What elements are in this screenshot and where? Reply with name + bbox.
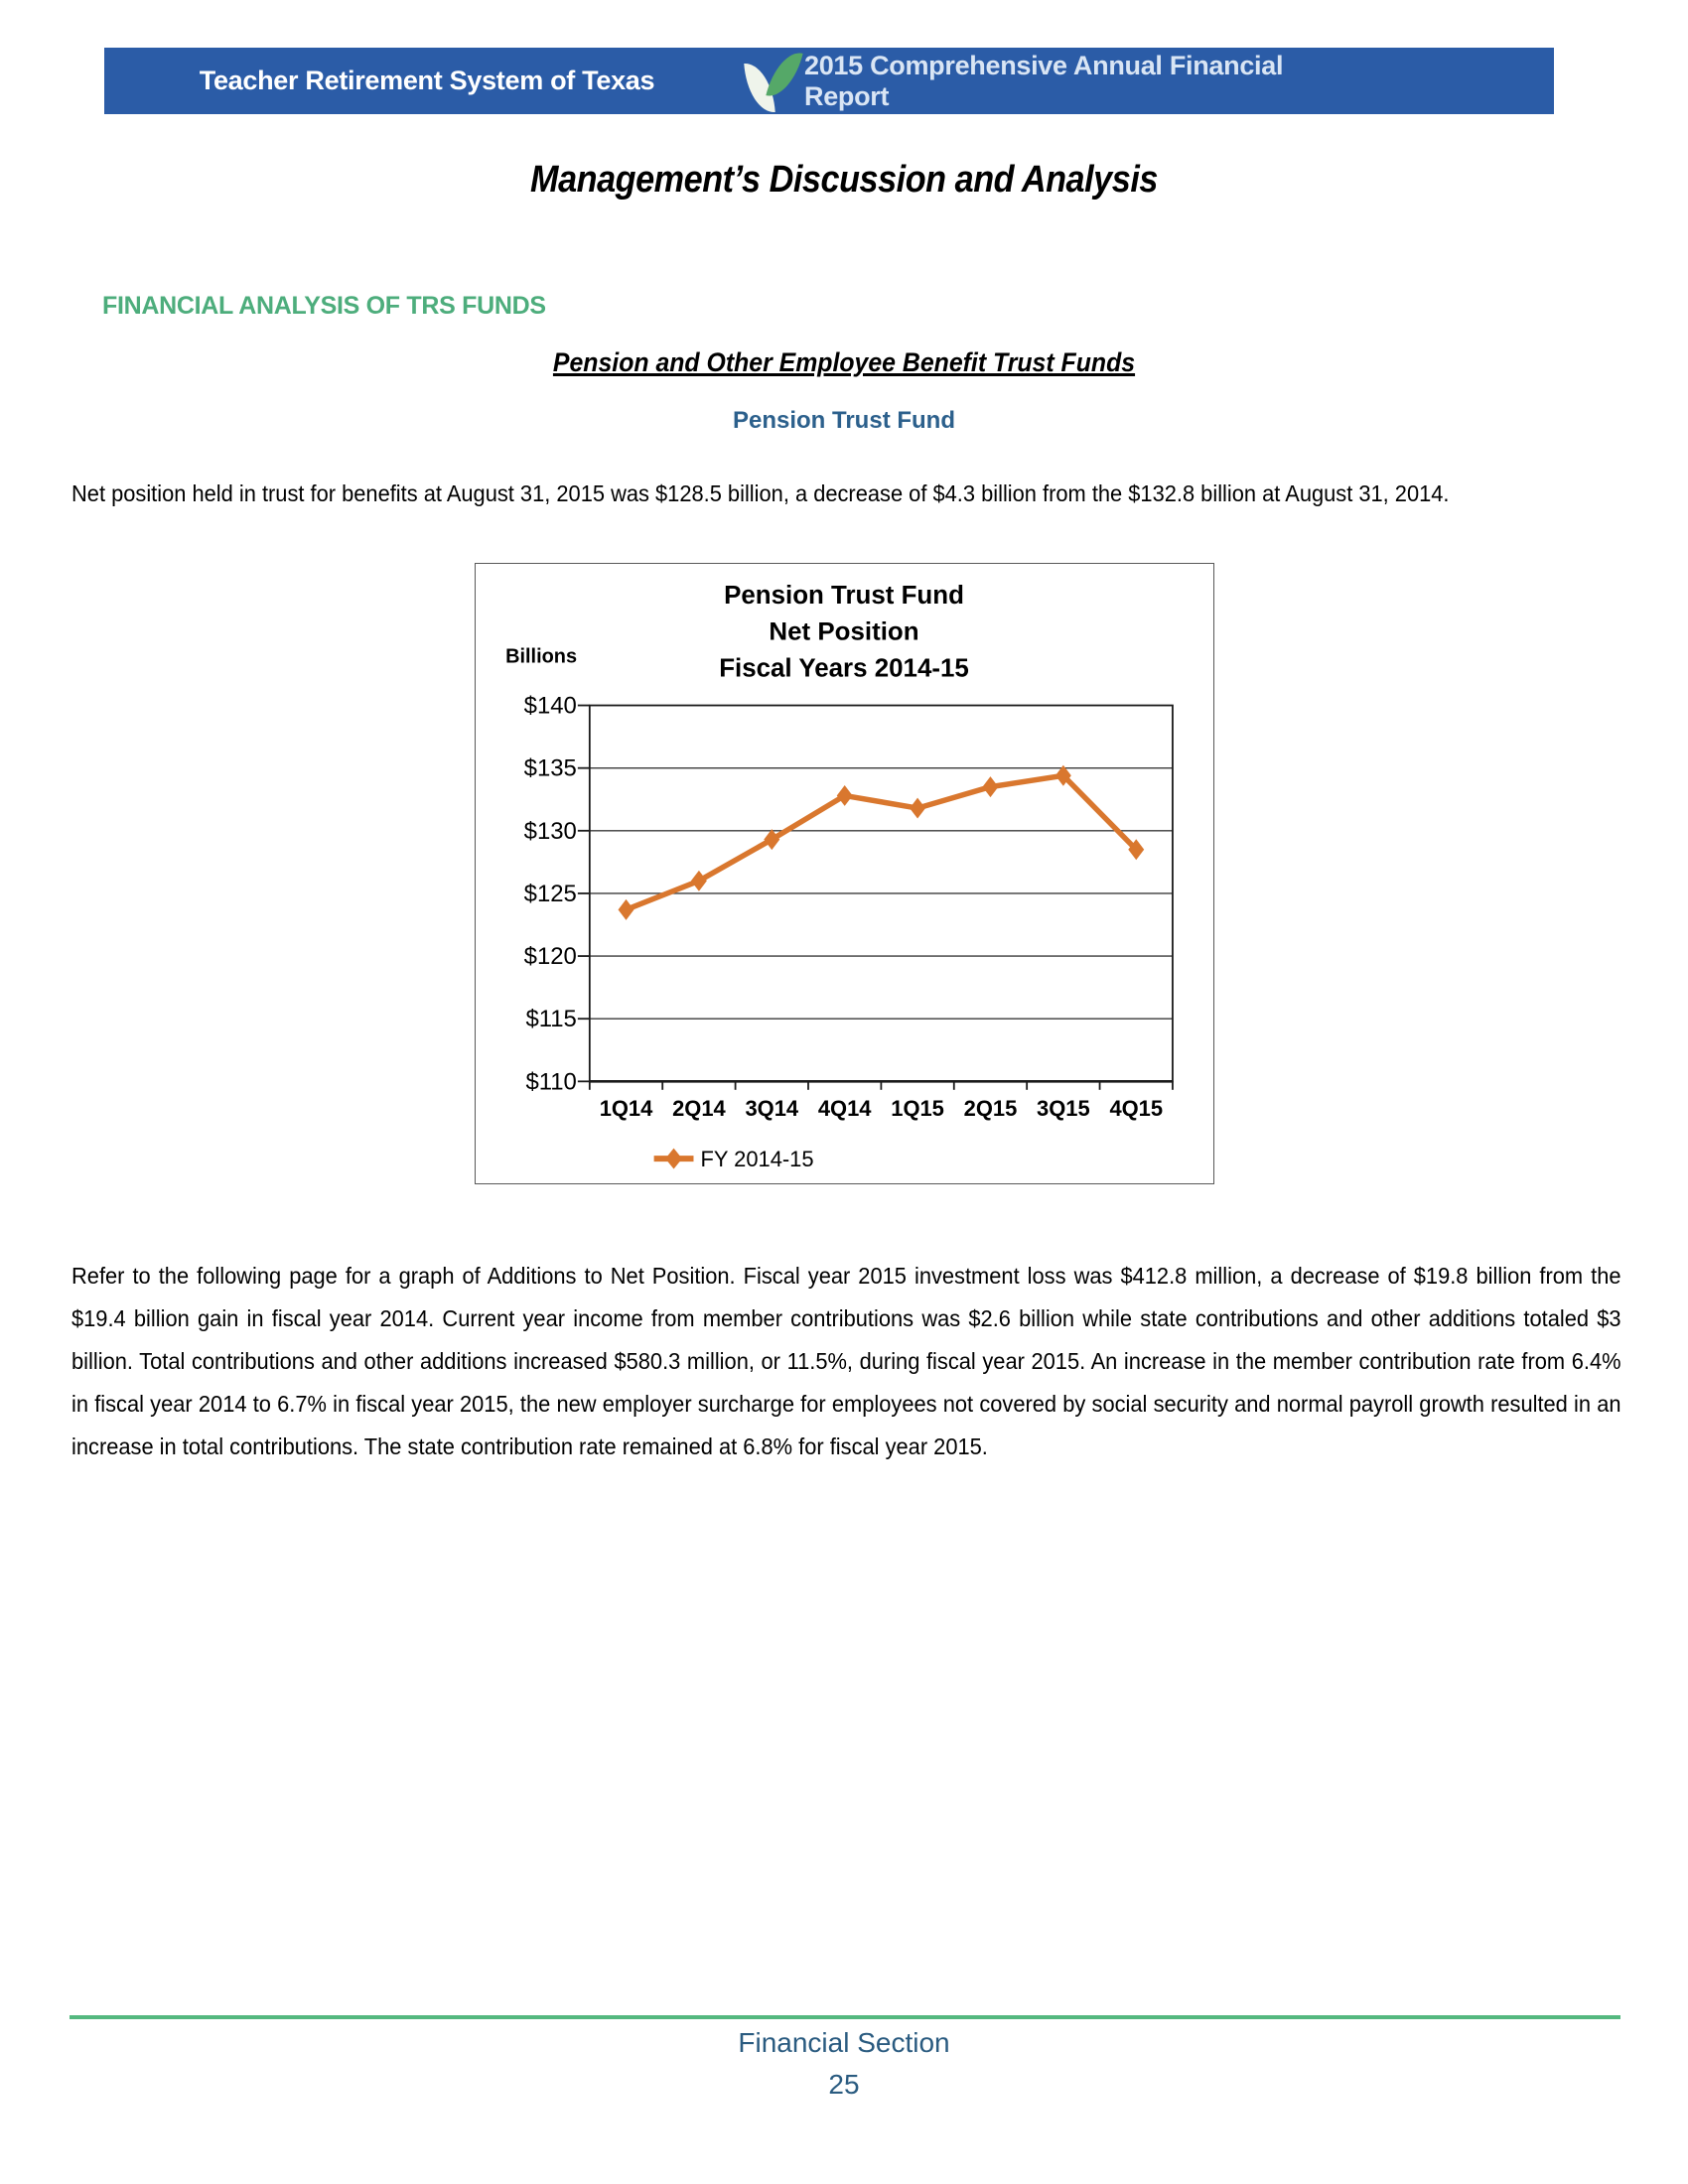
chart-title-line: Fiscal Years 2014-15 bbox=[719, 654, 969, 683]
net-position-chart-canvas bbox=[476, 564, 1213, 1183]
series-line bbox=[627, 775, 1137, 909]
data-point-marker bbox=[619, 899, 634, 920]
leaf-green-petal-icon bbox=[766, 48, 802, 102]
x-axis-label: 4Q15 bbox=[1109, 1096, 1164, 1122]
x-axis-label: 3Q15 bbox=[1037, 1096, 1090, 1122]
y-axis-label: $140 bbox=[523, 692, 577, 720]
fund-heading: Pension Trust Fund bbox=[732, 407, 955, 434]
paragraph-net-position: Net position held in trust for benefits at August 31, 2015 was $128.5 billion, a decrease of $4.3 billion from the $132.8 billion at August 31, 2014. bbox=[71, 479, 1450, 506]
chart-title-line: Net Position bbox=[769, 617, 919, 646]
legend-marker-icon bbox=[665, 1149, 682, 1169]
x-axis-label: 2Q14 bbox=[672, 1096, 726, 1122]
x-axis-label: 1Q15 bbox=[891, 1096, 944, 1122]
y-axis-label: $120 bbox=[523, 943, 577, 971]
x-axis-label: 3Q14 bbox=[745, 1096, 799, 1122]
y-axis-label: $130 bbox=[523, 817, 577, 845]
section-heading: FINANCIAL ANALYSIS OF TRS FUNDS bbox=[102, 292, 546, 320]
data-point-marker bbox=[764, 829, 779, 850]
trs-leaf-logo bbox=[742, 50, 805, 113]
data-point-marker bbox=[982, 776, 998, 797]
y-axis-label: $115 bbox=[525, 1006, 577, 1033]
report-title: 2015 Comprehensive Annual Financial Report bbox=[804, 50, 1284, 111]
y-axis-unit-label: Billions bbox=[505, 645, 578, 668]
x-axis-label: 2Q15 bbox=[963, 1096, 1018, 1122]
data-point-marker bbox=[910, 798, 925, 819]
subsection-heading: Pension and Other Employee Benefit Trust Funds bbox=[552, 347, 1136, 377]
paragraph-additions: Refer to the following page for a graph of Additions to Net Position. Fiscal year 2015 investment loss was $412.8 million, a decrease of $19.8 billion from the $19.4 billion gain in fiscal year 2014. Current year income from member contributions was $2.6 billion while state contributions and other additions totaled $3 billion. Total contributions and other additions increased $580.3 million, or 11.5%, during fiscal year 2015. An increase in the member contribution rate from 6.4% in fiscal year 2014 to 6.7% in fiscal year 2015, the new employer surcharge for employees not covered by social security and normal payroll growth resulted in an increase in total contributions. The state contribution rate remained at 6.8% for fiscal year 2015. bbox=[71, 1262, 1621, 1459]
data-point-marker bbox=[691, 871, 707, 891]
x-axis-label: 4Q14 bbox=[817, 1096, 872, 1122]
legend-label: FY 2014-15 bbox=[700, 1147, 814, 1172]
data-point-marker bbox=[837, 785, 853, 806]
x-axis-label: 1Q14 bbox=[599, 1096, 653, 1122]
footer-section-label: Financial Section bbox=[738, 2027, 950, 2058]
y-axis-label: $125 bbox=[523, 880, 577, 907]
page-title: Management’s Discussion and Analysis bbox=[530, 159, 1158, 201]
footer-divider bbox=[70, 2015, 1620, 2019]
chart-title-line: Pension Trust Fund bbox=[724, 581, 964, 610]
org-name: Teacher Retirement System of Texas bbox=[199, 66, 655, 95]
report-header-banner bbox=[104, 48, 1554, 114]
y-axis-label: $110 bbox=[525, 1068, 577, 1096]
y-axis-label: $135 bbox=[523, 754, 577, 782]
footer-page-number: 25 bbox=[828, 2069, 860, 2100]
net-position-chart bbox=[475, 563, 1214, 1184]
